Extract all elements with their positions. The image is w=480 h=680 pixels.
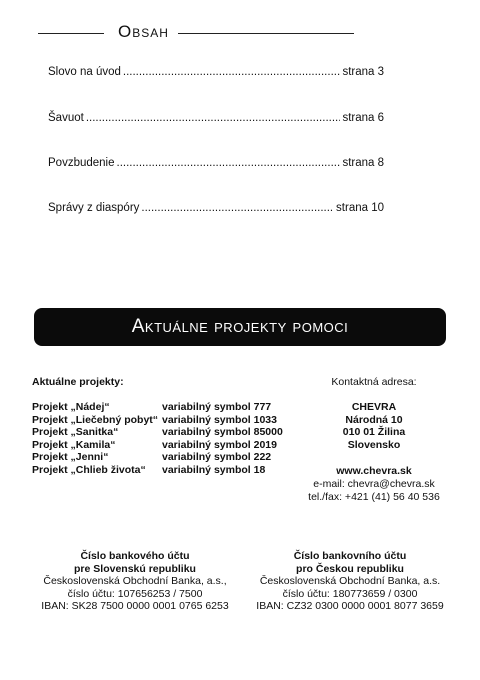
bank-account-cz (250, 550, 450, 613)
project-row (32, 439, 283, 452)
dot-leader (86, 112, 341, 124)
bank-name: Československá Obchodní Banka, a.s., (43, 575, 227, 588)
project-name: Projekt „Sanitka“ (32, 426, 119, 439)
project-row (32, 426, 283, 439)
project-symbol: variabilný symbol 1033 (162, 413, 277, 426)
contact-phone: tel./fax: +421 (41) 56 40 536 (308, 490, 440, 503)
contact-email-link[interactable]: e-mail: chevra@chevra.sk (313, 477, 435, 490)
bank-iban: IBAN: CZ32 0300 0000 0001 8077 3659 (256, 600, 444, 613)
project-row (32, 451, 283, 464)
project-symbol: variabilný symbol 18 (162, 463, 266, 476)
bank-title: Číslo bankovního účtu (293, 550, 407, 562)
project-name: Projekt „Jenni“ (32, 451, 109, 464)
contact-address (284, 401, 464, 503)
toc-title: Obsah (118, 22, 169, 41)
project-symbol: variabilný symbol 222 (162, 451, 272, 464)
bank-subtitle: pre Slovenskú republiku (74, 562, 196, 575)
contact-org: CHEVRA (351, 401, 397, 413)
dot-leader (117, 157, 341, 169)
toc-entry-page: strana 10 (336, 202, 384, 214)
project-symbol: variabilný symbol 2019 (162, 438, 277, 451)
contact-label: Kontaktná adresa: (331, 376, 417, 388)
toc-header (38, 20, 358, 48)
bank-subtitle: pro Českou republiku (296, 562, 404, 575)
toc-entry-page: strana 3 (342, 66, 384, 78)
project-name: Projekt „Kamila“ (32, 438, 116, 451)
section-banner: Aktuálne projekty pomoci (34, 308, 446, 346)
bank-account-number: číslo účtu: 180773659 / 0300 (282, 587, 418, 600)
contact-street: Národná 10 (345, 413, 403, 426)
project-row (32, 414, 283, 427)
projects-label: Aktuálne projekty: (32, 376, 124, 388)
projects-list (32, 401, 283, 477)
project-symbol: variabilný symbol 85000 (162, 426, 283, 439)
toc-entry-title: Správy z diaspóry (48, 202, 140, 214)
project-symbol: variabilný symbol 777 (162, 401, 272, 413)
project-name: Projekt „Nádej“ (32, 401, 110, 413)
contact-city: 010 01 Žilina (342, 426, 406, 439)
bank-name: Československá Obchodní Banka, a.s. (259, 575, 441, 588)
project-name: Projekt „Liečebný pobyt“ (32, 413, 159, 426)
contact-web-link[interactable]: www.chevra.sk (336, 465, 412, 478)
toc-entry[interactable] (48, 157, 384, 169)
project-row (32, 464, 283, 477)
toc-entry-title: Povzbudenie (48, 157, 115, 169)
dot-leader (141, 202, 334, 214)
toc-entry-title: Slovo na úvod (48, 66, 121, 78)
toc-entry[interactable] (48, 66, 384, 78)
project-name: Projekt „Chlieb života“ (32, 463, 146, 476)
toc-entry-page: strana 6 (342, 112, 384, 124)
bank-title: Číslo bankového účtu (80, 550, 190, 562)
toc-entry-title: Šavuot (48, 112, 84, 124)
divider (178, 33, 354, 34)
bank-iban: IBAN: SK28 7500 0000 0001 0765 6253 (41, 600, 229, 613)
project-row (32, 401, 283, 414)
toc-entry-page: strana 8 (342, 157, 384, 169)
divider (38, 33, 104, 34)
toc-entry[interactable] (48, 112, 384, 124)
dot-leader (123, 66, 341, 78)
toc-entry[interactable] (48, 202, 384, 214)
contact-country: Slovensko (347, 438, 401, 451)
bank-account-number: číslo účtu: 107656253 / 7500 (67, 587, 203, 600)
bank-account-sk (40, 550, 230, 613)
